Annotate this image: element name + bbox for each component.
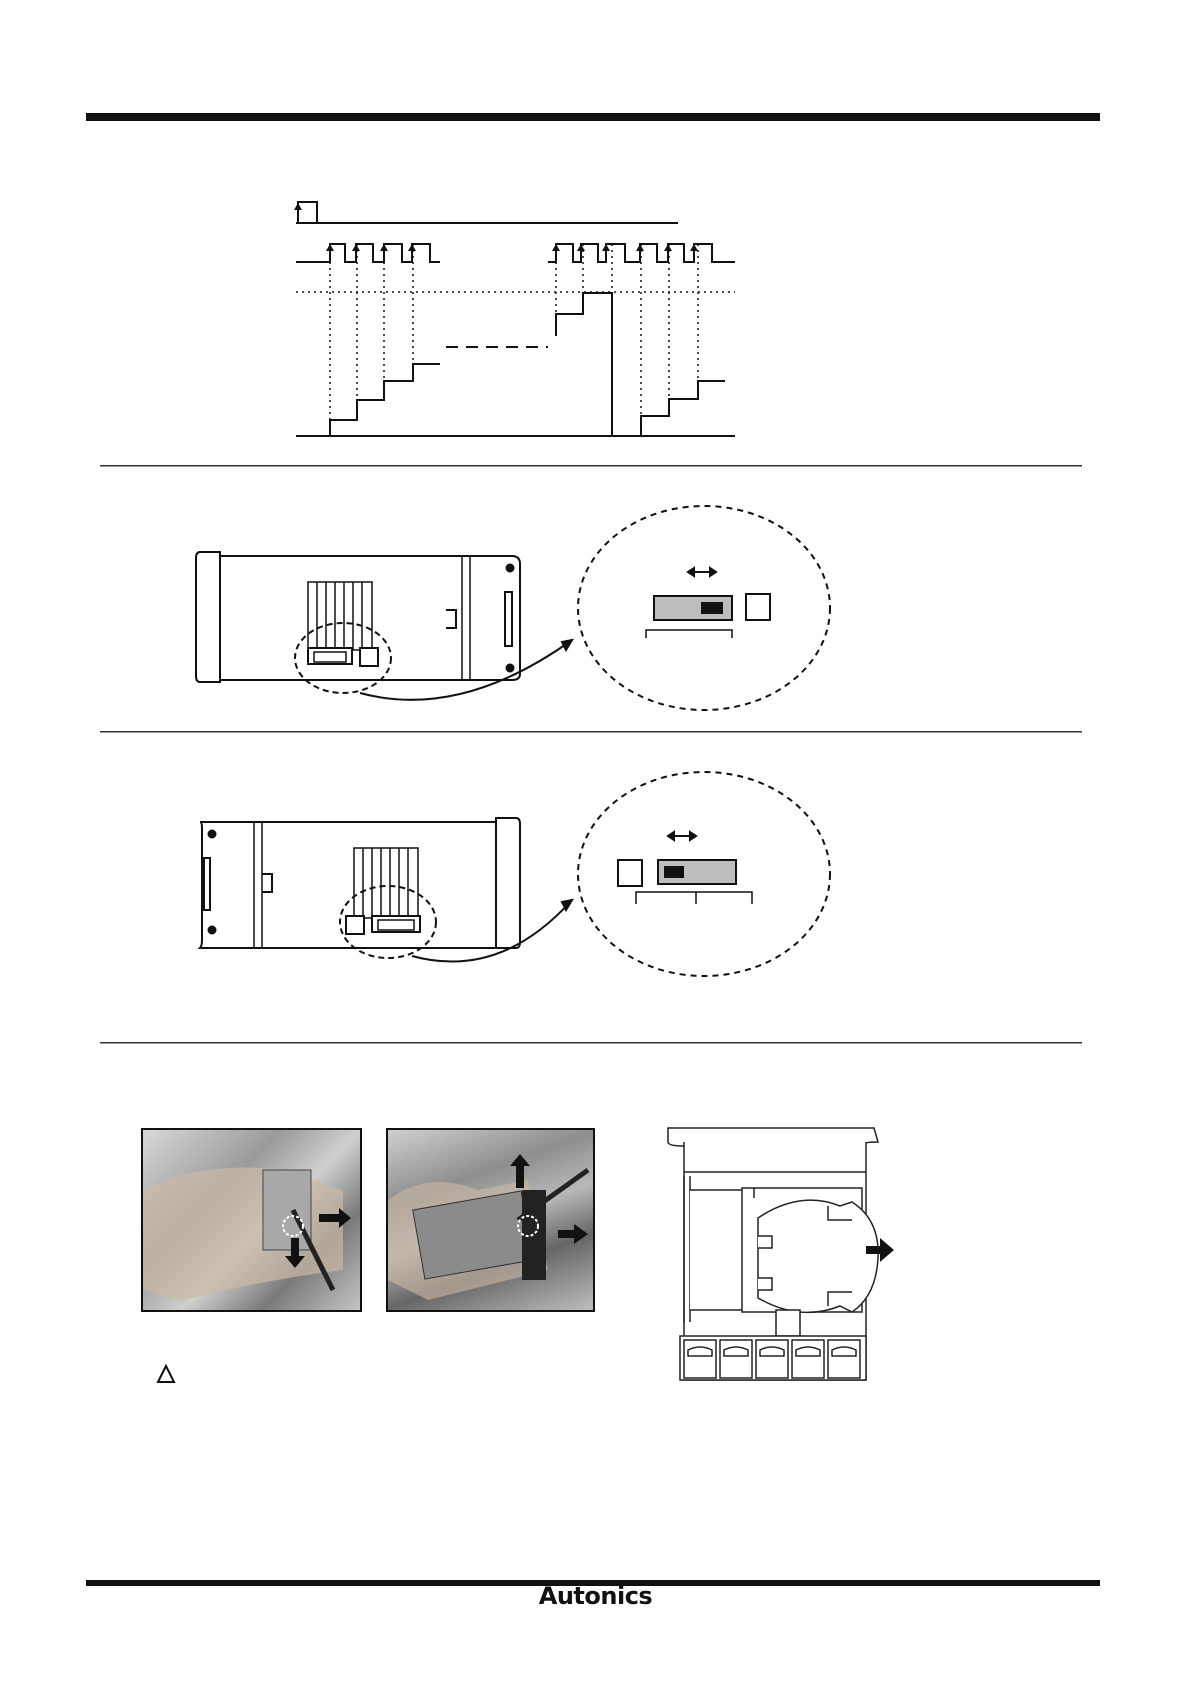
timing-chart — [294, 202, 735, 436]
section-divider-2 — [100, 731, 1082, 733]
section-divider-1 — [100, 465, 1082, 467]
reset-pulse — [298, 202, 317, 223]
disassembly-photo-2 — [386, 1128, 595, 1312]
unit-side-view-front-right — [200, 818, 520, 948]
warning-triangle-icon — [158, 1366, 174, 1382]
section-divider-3 — [100, 1042, 1082, 1044]
unit-side-view-front-left — [196, 552, 520, 682]
case-front-drawing — [668, 1128, 878, 1380]
count-output-left — [296, 364, 440, 436]
disassembly-photo-1 — [141, 1128, 362, 1312]
input-signal-left — [296, 244, 440, 262]
header-rule — [86, 113, 1100, 121]
brand-logo: Autonics — [538, 1582, 653, 1610]
